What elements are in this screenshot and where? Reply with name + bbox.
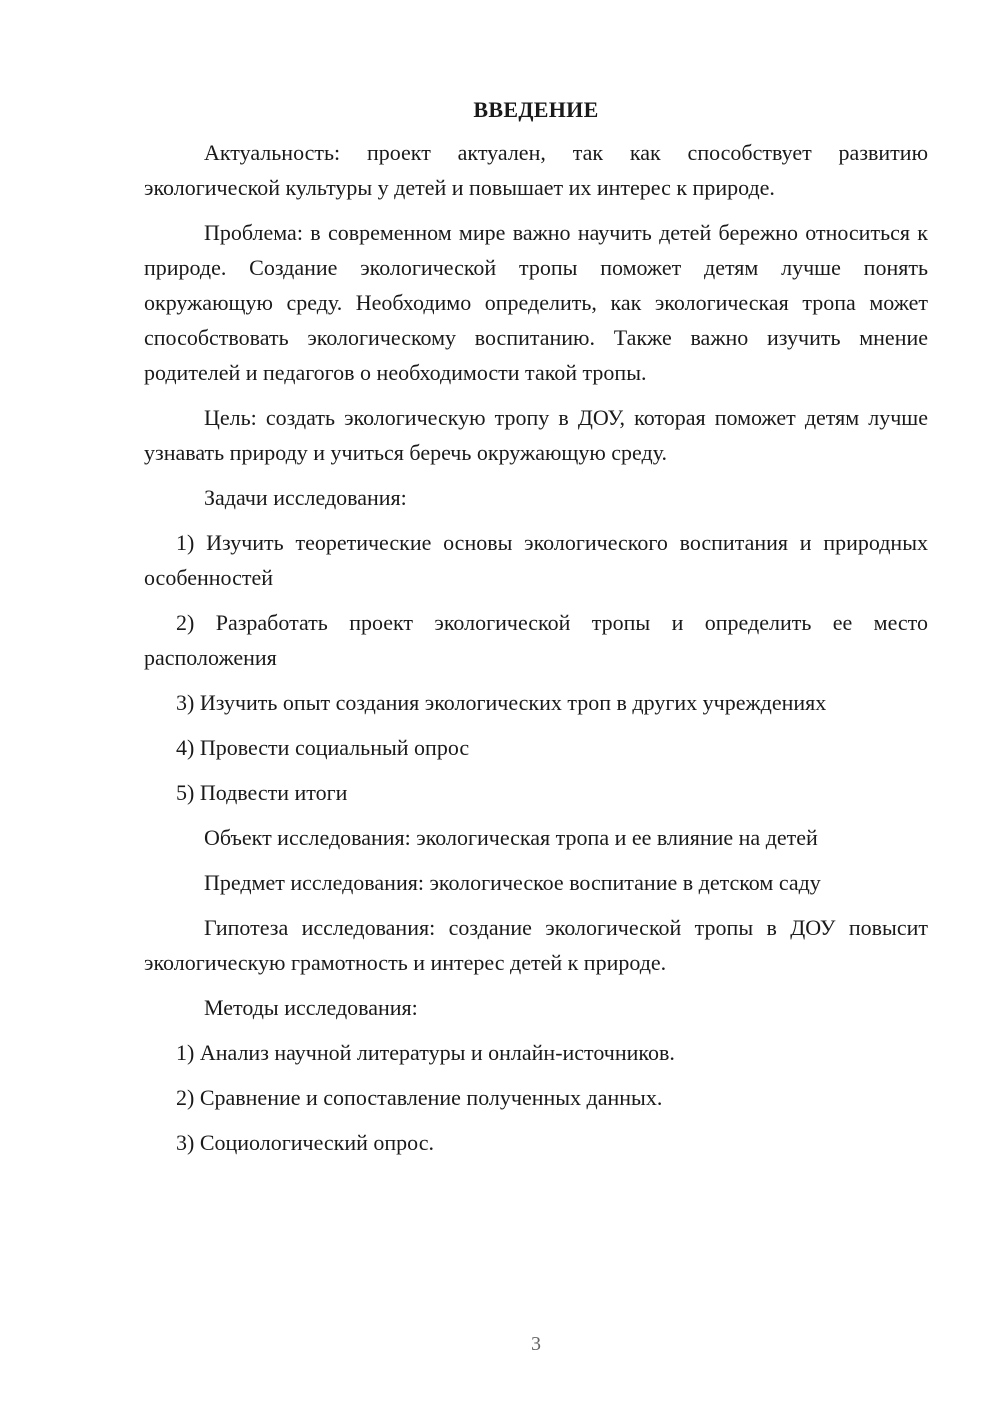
- method-item-3: 3) Социологический опрос.: [176, 1130, 434, 1155]
- method-item-2: 2) Сравнение и сопоставление полученных данных.: [176, 1085, 663, 1110]
- tasks-heading: Задачи исследования:: [204, 485, 407, 510]
- task-item-3: 3) Изучить опыт создания экологических троп в других учреждениях: [176, 690, 827, 715]
- relevance-paragraph: Актуальность: проект актуален, так как способствует развитию экологической культуры у детей и повышает их интерес к природе.: [144, 140, 928, 200]
- task-item-5: 5) Подвести итоги: [176, 780, 348, 805]
- goal-paragraph: Цель: создать экологическую тропу в ДОУ, которая поможет детям лучше узнавать природу и учиться беречь окружающую среду.: [144, 405, 928, 465]
- subject-paragraph: Предмет исследования: экологическое воспитание в детском саду: [204, 870, 821, 895]
- method-item-1: 1) Анализ научной литературы и онлайн-источников.: [176, 1040, 675, 1065]
- document-page: [144, 92, 928, 1170]
- task-item-4: 4) Провести социальный опрос: [176, 735, 470, 760]
- methods-heading: Методы исследования:: [204, 995, 418, 1020]
- page-title: ВВЕДЕНИЕ: [473, 97, 599, 122]
- object-paragraph: Объект исследования: экологическая тропа и ее влияние на детей: [204, 825, 818, 850]
- task-item-1: 1) Изучить теоретические основы экологического воспитания и природных особенностей: [144, 530, 928, 590]
- problem-paragraph: Проблема: в современном мире важно научить детей бережно относиться к природе. Создание экологической тропы поможет детям лучше понять окружающую среду. Необходимо определить, как экологическая тропа может способствовать экологическому воспитанию. Также важно изучить мнение родителей и педагогов о необходимости такой тропы.: [144, 220, 928, 385]
- page-number: 3: [531, 1333, 541, 1355]
- hypothesis-paragraph: Гипотеза исследования: создание экологической тропы в ДОУ повысит экологическую грамотность и интерес детей к природе.: [144, 915, 928, 975]
- task-item-2: 2) Разработать проект экологической тропы и определить ее место расположения: [144, 610, 928, 670]
